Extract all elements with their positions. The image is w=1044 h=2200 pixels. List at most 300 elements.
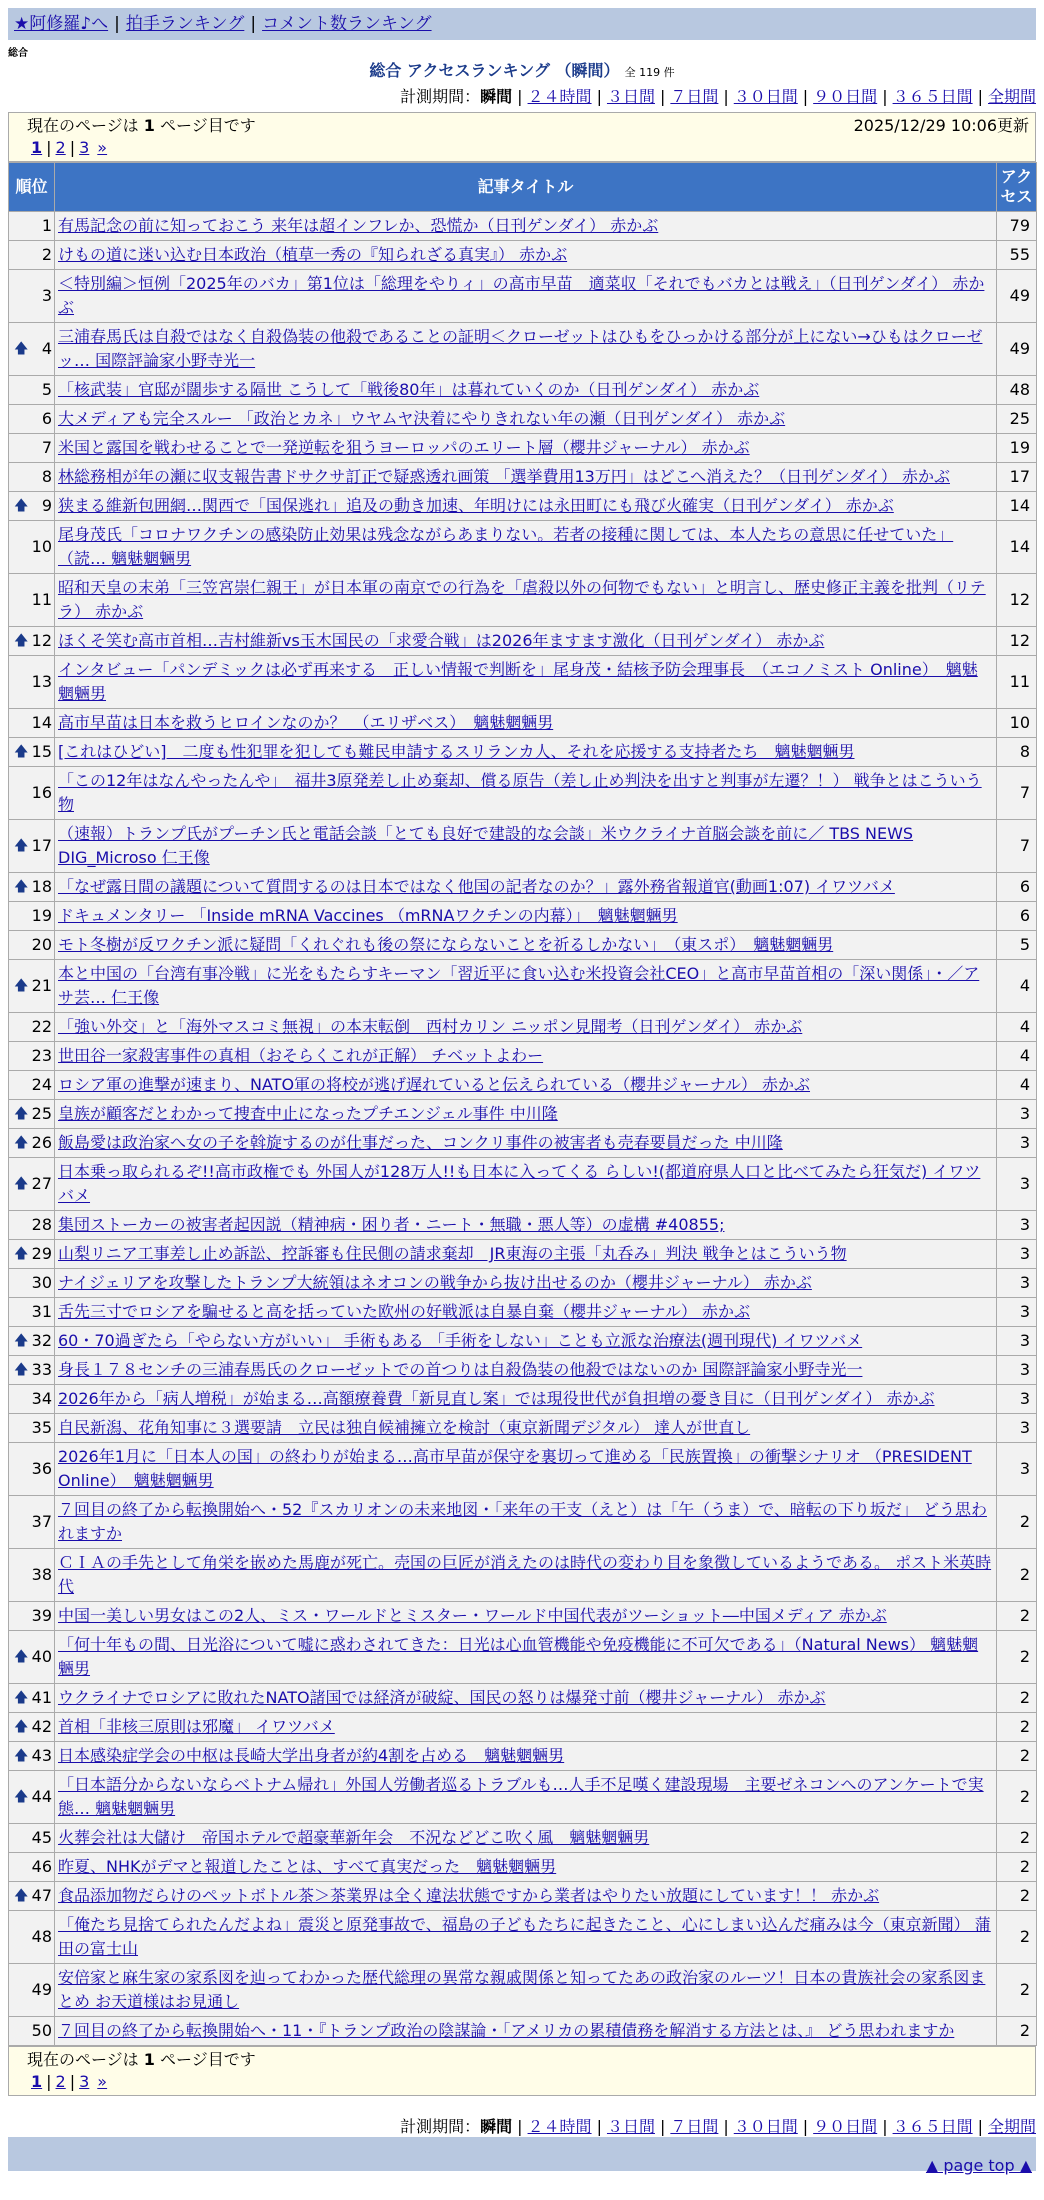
title-cell (55, 270, 997, 323)
article-link[interactable]: ドキュメンタリー 「Inside mRNA Vaccines （mRNAワクチンの内幕）」 魑魅魍魎男 (58, 906, 678, 925)
article-link[interactable]: 世田谷一家殺害事件の真相（おそらくこれが正解） チベットよわー (58, 1046, 544, 1065)
table-row (9, 1240, 1037, 1269)
updated-time: 2025/12/29 10:06更新 (853, 116, 1029, 135)
rank-number: 22 (31, 1017, 52, 1036)
current-page-text: 現在のページは 1 ページ目です (27, 116, 256, 135)
title-cell (55, 1211, 997, 1240)
rank-cell (9, 767, 55, 820)
rank-number: 35 (31, 1418, 52, 1437)
article-link[interactable]: 狭まる維新包囲網…関西で「国保逃れ」追及の動き加速、年明けには永田町にも飛び火確実（日刊ゲンダイ） 赤かぶ (58, 496, 894, 515)
table-row (9, 1356, 1037, 1385)
access-count: 25 (997, 405, 1037, 434)
page-1-link[interactable]: 1 (31, 138, 43, 157)
rank-number: 45 (31, 1828, 52, 1847)
title-cell (55, 323, 997, 376)
rank-number: 15 (31, 742, 52, 761)
table-header-row (9, 163, 1037, 212)
page-top-link-wrap (926, 2155, 1032, 2177)
top-nav-bar: ★阿修羅♪へ | 拍手ランキング | コメント数ランキング (8, 8, 1036, 40)
article-link[interactable]: 高市早苗は日本を救うヒロインなのか？ （エリザベス） 魑魅魍魎男 (58, 713, 554, 732)
table-row (9, 1496, 1037, 1549)
rank-number: 30 (31, 1273, 52, 1292)
rank-cell (9, 1771, 55, 1824)
article-link[interactable]: 林総務相が年の瀬に収支報告書ドサクサ訂正で疑惑透れ画策 「選挙費用13万円」はどこへ消えた？（日刊ゲンダイ） 赤かぶ (58, 467, 950, 486)
table-row (9, 1713, 1037, 1742)
access-count: 7 (997, 767, 1037, 820)
rank-number: 49 (31, 1980, 52, 1999)
article-link[interactable]: 自民新潟、花角知事に３選要請 立民は独自候補擁立を検討（東京新聞デジタル） 達人が世直し (58, 1418, 751, 1437)
title-cell (55, 241, 997, 270)
access-count: 19 (997, 434, 1037, 463)
article-link[interactable]: [これはひどい] 二度も性犯罪を犯しても難民申請するスリランカ人、それを応援する支持者たち 魑魅魍魎男 (58, 742, 855, 761)
article-link[interactable]: ＜特別編＞恒例「2025年のバカ」第1位は「総理をやりィ」の高市早苗 適菜収「それでもバカとは戦え」（日刊ゲンダイ） 赤かぶ (58, 274, 985, 317)
table-row (9, 1385, 1037, 1414)
access-count: 6 (997, 873, 1037, 902)
access-count: 2 (997, 1713, 1037, 1742)
rank-cell (9, 376, 55, 405)
page-1-link-bottom[interactable]: 1 (31, 2072, 43, 2091)
table-row (9, 1443, 1037, 1496)
access-count: 2 (997, 1911, 1037, 1964)
title-cell (55, 627, 997, 656)
title-cell (55, 738, 997, 767)
rank-number: 13 (31, 672, 52, 691)
title-cell (55, 1824, 997, 1853)
article-link[interactable]: 身長１７８センチの三浦春馬氏のクローゼットでの首つりは自殺偽装の他殺ではないのか 国際評論家小野寺光一 (58, 1360, 863, 1379)
table-row (9, 1549, 1037, 1602)
title-cell (55, 1100, 997, 1129)
rank-number: 36 (31, 1459, 52, 1478)
rank-number: 34 (31, 1389, 52, 1408)
up-arrow-icon: 🡅 (14, 1789, 29, 1805)
rank-number: 41 (31, 1688, 52, 1707)
title-cell (55, 1496, 997, 1549)
access-count: 6 (997, 902, 1037, 931)
title-cell (55, 1853, 997, 1882)
rank-number: 3 (41, 286, 52, 305)
table-row (9, 656, 1037, 709)
footer-bar (8, 2137, 1036, 2171)
period-90d-link-bottom[interactable]: ９０日間 (813, 2117, 878, 2136)
access-count: 3 (997, 1211, 1037, 1240)
access-count: 4 (997, 960, 1037, 1013)
rank-cell (9, 1443, 55, 1496)
title-cell (55, 1911, 997, 1964)
article-link[interactable]: 「核武装」官邸が闊歩する隔世 こうして「戦後80年」は暮れていくのか（日刊ゲンダイ） 赤かぶ (58, 380, 760, 399)
access-count: 4 (997, 1042, 1037, 1071)
access-count: 2 (997, 1631, 1037, 1684)
table-row (9, 873, 1037, 902)
period-3d-link-bottom[interactable]: ３日間 (606, 2117, 655, 2136)
article-link[interactable]: 「なぜ露日間の議題について質問するのは日本ではなく他国の記者なのか？」露外務省報道官(動画1:07) イワツバメ (58, 877, 895, 896)
rank-cell (9, 1269, 55, 1298)
up-arrow-icon: 🡅 (14, 1176, 29, 1192)
title-cell (55, 1158, 997, 1211)
rank-number: 32 (31, 1331, 52, 1350)
access-count: 2 (997, 1771, 1037, 1824)
article-link[interactable]: 「何十年もの間、日光浴について嘘に惑わされてきた：日光は心血管機能や免疫機能に不可欠である」（Natural News） 魑魅魍魎男 (58, 1635, 979, 1678)
title-cell (55, 820, 997, 873)
article-link[interactable]: ほくそ笑む高市首相…吉村維新vs玉木国民の「求愛合戦」は2026年ますます激化（日刊ゲンダイ） 赤かぶ (58, 631, 825, 650)
article-link[interactable]: 「この12年はなんやったんや」 福井3原発差し止め棄却、償る原告（差し止め判決を出すと判事が左遷？！） 戦争とはこういう物 (58, 771, 982, 814)
rank-cell (9, 2017, 55, 2046)
rank-cell (9, 1964, 55, 2017)
table-row (9, 1824, 1037, 1853)
rank-number: 24 (31, 1075, 52, 1094)
rank-cell (9, 1602, 55, 1631)
article-link[interactable]: 日本感染症学会の中枢は長崎大学出身者が約4割を占める 魑魅魍魎男 (58, 1746, 565, 1765)
article-link[interactable]: 「俺たち見捨てられたんだよね」震災と原発事故で、福島の子どもたちに起きたこと、心にしまい込んだ痛みは今（東京新聞） 蒲田の富士山 (58, 1915, 991, 1958)
rank-cell (9, 1713, 55, 1742)
table-row (9, 574, 1037, 627)
table-row (9, 1631, 1037, 1684)
rank-number: 38 (31, 1565, 52, 1584)
article-link[interactable]: モト冬樹が反ワクチン派に疑問「くれぐれも後の祭にならないことを祈るしかない」 （東スポ） 魑魅魍魎男 (58, 935, 834, 954)
next-page-link-bottom[interactable]: » (97, 2072, 108, 2091)
period-7d-link-bottom[interactable]: ７日間 (670, 2117, 719, 2136)
page-3-link-bottom[interactable]: 3 (79, 2072, 90, 2091)
rank-cell (9, 1211, 55, 1240)
rank-cell (9, 1385, 55, 1414)
rank-number: 12 (31, 631, 52, 650)
up-arrow-icon: 🡅 (14, 1649, 29, 1665)
access-count: 2 (997, 1742, 1037, 1771)
page-3-link[interactable]: 3 (79, 138, 90, 157)
article-link[interactable]: 昨夏、NHKがデマと報道したことは、すべて真実だった 魑魅魍魎男 (58, 1857, 557, 1876)
article-link[interactable]: 舌先三寸でロシアを騙せると高を括っていた欧州の好戦派は自暴自棄（櫻井ジャーナル） 赤かぶ (58, 1302, 750, 1321)
title-cell (55, 1240, 997, 1269)
rank-number: 6 (41, 409, 52, 428)
table-row (9, 1211, 1037, 1240)
title-cell (55, 1771, 997, 1824)
rank-number: 20 (31, 935, 52, 954)
rank-number: 39 (31, 1606, 52, 1625)
page-2-link-bottom[interactable]: 2 (55, 2072, 66, 2091)
article-link[interactable]: 有馬記念の前に知っておこう 来年は超インフレか、恐慌か（日刊ゲンダイ） 赤かぶ (58, 216, 659, 235)
table-row (9, 1158, 1037, 1211)
rank-number: 2 (41, 245, 52, 264)
up-arrow-icon: 🡅 (14, 1333, 29, 1349)
table-row (9, 1129, 1037, 1158)
article-link[interactable]: 2026年1月に「日本人の国」の終わりが始まる…高市早苗が保守を裏切って進める「民族置換」の衝撃シナリオ （PRESIDENT Online） 魑魅魍魎男 (58, 1447, 972, 1490)
article-link[interactable]: 山梨リニア工事差し止め訴訟、控訴審も住民側の請求棄却 JR東海の主張「丸呑み」判決 戦争とはこういう物 (58, 1244, 847, 1263)
up-arrow-icon: 🡅 (14, 1888, 29, 1904)
page-2-link[interactable]: 2 (55, 138, 66, 157)
rank-cell (9, 1042, 55, 1071)
rank-cell (9, 270, 55, 323)
rank-cell (9, 738, 55, 767)
period-365d-link-bottom[interactable]: ３６５日間 (892, 2117, 973, 2136)
rank-number: 10 (31, 537, 52, 556)
article-link[interactable]: 大メディアも完全スルー 「政治とカネ」ウヤムヤ決着にやりきれない年の瀬（日刊ゲンダイ） 赤かぶ (58, 409, 786, 428)
table-row (9, 1298, 1037, 1327)
rank-cell (9, 1356, 55, 1385)
rank-cell (9, 902, 55, 931)
page-title (0, 60, 1044, 84)
article-link[interactable]: 昭和天皇の末弟「三笠宮崇仁親王」が日本軍の南京での行為を「虐殺以外の何物でもない」と明言し、歴史修正主義を批判（リテラ） 赤かぶ (58, 578, 986, 621)
rank-cell (9, 1071, 55, 1100)
rank-number: 29 (31, 1244, 52, 1263)
up-arrow-icon: 🡅 (14, 633, 29, 649)
table-row (9, 960, 1037, 1013)
access-count: 3 (997, 1269, 1037, 1298)
title-cell (55, 1042, 997, 1071)
rank-number: 28 (31, 1215, 52, 1234)
article-link[interactable]: 安倍家と麻生家の家系図を辿ってわかった歴代総理の異常な親戚関係と知ってたあの政治家のルーツ！日本の貴族社会の家系図まとめ お天道様はお見通し (58, 1968, 986, 2011)
table-row (9, 212, 1037, 241)
current-page-text-bottom: 現在のページは 1 ページ目です (27, 2050, 256, 2069)
access-count: 2 (997, 1549, 1037, 1602)
rank-number: 11 (31, 590, 52, 609)
article-link[interactable]: 皇族が顧客だとわかって捜査中止になったプチエンジェル事件 中川隆 (58, 1104, 558, 1123)
article-link[interactable]: ７回目の終了から転換開始へ・52『スカリオンの未来地図・「来年の干支（えと）は「午（うま）で、暗転の下り坂だ」 どう思われますか (58, 1500, 987, 1543)
access-count: 7 (997, 820, 1037, 873)
rank-cell (9, 1240, 55, 1269)
access-count: 5 (997, 931, 1037, 960)
table-row (9, 2017, 1037, 2046)
rank-cell (9, 1631, 55, 1684)
up-arrow-icon: 🡅 (14, 498, 29, 514)
rank-header: 順位 (9, 163, 55, 212)
rank-cell (9, 1549, 55, 1602)
up-arrow-icon: 🡅 (14, 1690, 29, 1706)
table-row (9, 1771, 1037, 1824)
category-label: 総合 (8, 48, 28, 59)
article-link[interactable]: 2026年から「病人増税」が始まる…高額療養費「新見直し案」では現役世代が負担増の憂き目に（日刊ゲンダイ） 赤かぶ (58, 1389, 935, 1408)
period-selector-top: 計測期間：瞬間 | ２４時間 | ３日間 | ７日間 | ３０日間 | ９０日間 | ３６５日間 | 全期間 (400, 87, 1036, 106)
access-count: 10 (997, 709, 1037, 738)
access-count: 2 (997, 1964, 1037, 2017)
rank-cell (9, 463, 55, 492)
table-row (9, 405, 1037, 434)
article-link[interactable]: 三浦春馬氏は自殺ではなく自殺偽装の他殺であることの証明＜クローゼットはひもをひっかける部分が上にない→ひもはクローゼッ… 国際評論家小野寺光一 (58, 327, 983, 370)
period-24h-link[interactable]: ２４時間 (527, 87, 592, 106)
rank-cell (9, 1414, 55, 1443)
article-link[interactable]: ロシア軍の進撃が速まり、NATO軍の将校が逃げ遅れていると伝えられている（櫻井ジャーナル） 赤かぶ (58, 1075, 811, 1094)
rank-cell (9, 1882, 55, 1911)
table-row (9, 1853, 1037, 1882)
rank-cell (9, 1013, 55, 1042)
rank-number: 4 (41, 339, 52, 358)
rank-number: 8 (41, 467, 52, 486)
home-link[interactable]: ★阿修羅♪へ (14, 14, 109, 34)
period-3d-link[interactable]: ３日間 (606, 87, 655, 106)
period-current: 瞬間 (480, 87, 513, 106)
article-link[interactable]: 尾身茂氏「コロナワクチンの感染防止効果は残念ながらあまりない。若者の接種に関しては、本人たちの意思に任せていた」（読… 魑魅魍魎男 (58, 525, 954, 568)
rank-number: 5 (41, 380, 52, 399)
access-count: 2 (997, 2017, 1037, 2046)
table-row (9, 1071, 1037, 1100)
page-top-link[interactable]: ▲ page top ▲ (925, 2156, 1032, 2175)
access-count: 12 (997, 574, 1037, 627)
access-count: 4 (997, 1013, 1037, 1042)
rank-number: 25 (31, 1104, 52, 1123)
article-link[interactable]: 米国と露国を戦わせることで一発逆転を狙うヨーロッパのエリート層（櫻井ジャーナル） 赤かぶ (58, 438, 750, 457)
title-cell (55, 434, 997, 463)
rank-cell (9, 960, 55, 1013)
table-row (9, 902, 1037, 931)
title-cell (55, 1713, 997, 1742)
title-cell (55, 1443, 997, 1496)
article-link[interactable]: 日本乗っ取られるぞ!!高市政権でも 外国人が128万人!!も日本に入ってくる らしい!(都道府県人口と比べてみたら狂気だ) イワツバメ (58, 1162, 981, 1205)
period-30d-link-bottom[interactable]: ３０日間 (733, 2117, 798, 2136)
article-link[interactable]: けもの道に迷い込む日本政治（植草一秀の『知られざる真実』） 赤かぶ (58, 245, 568, 264)
rank-number: 1 (41, 216, 52, 235)
up-arrow-icon: 🡅 (14, 838, 29, 854)
up-arrow-icon: 🡅 (14, 341, 29, 357)
period-7d-link[interactable]: ７日間 (670, 87, 719, 106)
access-count: 3 (997, 1129, 1037, 1158)
rank-number: 43 (31, 1746, 52, 1765)
article-link[interactable]: 「強い外交」と「海外マスコミ無視」の本末転倒 西村カリン ニッポン見聞考（日刊ゲンダイ） 赤かぶ (58, 1017, 803, 1036)
rank-cell (9, 521, 55, 574)
period-24h-link-bottom[interactable]: ２４時間 (527, 2117, 592, 2136)
title-cell (55, 376, 997, 405)
article-link[interactable]: 飯島愛は政治家へ女の子を斡旋するのが仕事だった、コンクリ事件の被害者も売春要員だった 中川隆 (58, 1133, 783, 1152)
article-link[interactable]: 集団ストーカーの被害者起因説（精神病・困り者・ニート・無職・悪人等）の虚構 #40855; (58, 1215, 725, 1234)
rank-number: 37 (31, 1512, 52, 1531)
period-90d-link[interactable]: ９０日間 (813, 87, 878, 106)
access-count: 3 (997, 1414, 1037, 1443)
table-row (9, 1327, 1037, 1356)
article-link[interactable]: ＣＩＡの手先として角栄を嵌めた馬鹿が死亡。売国の巨匠が消えたのは時代の変わり目を象徴しているようである。 ポスト米英時代 (58, 1553, 992, 1596)
access-count: 2 (997, 1602, 1037, 1631)
access-count: 12 (997, 627, 1037, 656)
title-cell (55, 902, 997, 931)
rank-number: 21 (31, 976, 52, 995)
table-row (9, 434, 1037, 463)
comment-ranking-link[interactable]: コメント数ランキング (262, 14, 432, 34)
rank-cell (9, 1496, 55, 1549)
rank-cell (9, 1824, 55, 1853)
access-count: 3 (997, 1240, 1037, 1269)
rank-cell (9, 212, 55, 241)
access-count: 3 (997, 1356, 1037, 1385)
rank-cell (9, 492, 55, 521)
access-count: 3 (997, 1443, 1037, 1496)
rank-cell (9, 405, 55, 434)
table-row (9, 323, 1037, 376)
rank-cell (9, 1327, 55, 1356)
table-row (9, 931, 1037, 960)
access-count: 8 (997, 738, 1037, 767)
table-row (9, 1042, 1037, 1071)
article-link[interactable]: （速報）トランプ氏がプーチン氏と電話会談「とても良好で建設的な会談」米ウクライナ首脳会談を前に／ TBS NEWS DIG_Microso 仁王像 (58, 824, 914, 867)
rank-cell (9, 1158, 55, 1211)
access-count: 4 (997, 1071, 1037, 1100)
title-cell (55, 2017, 997, 2046)
period-all-link-bottom[interactable]: 全期間 (987, 2117, 1036, 2136)
article-link[interactable]: インタビュー「パンデミックは必ず再来する 正しい情報で判断を」尾身茂・結核予防会理事長 （エコノミスト Online） 魑魅魍魎男 (58, 660, 978, 703)
title-header: 記事タイトル (55, 163, 997, 212)
table-row (9, 492, 1037, 521)
up-arrow-icon: 🡅 (14, 1106, 29, 1122)
up-arrow-icon: 🡅 (14, 744, 29, 760)
title-cell (55, 1684, 997, 1713)
access-count: 3 (997, 1327, 1037, 1356)
article-link[interactable]: ウクライナでロシアに敗れたNATO諸国では経済が破綻、国民の怒りは爆発寸前（櫻井ジャーナル） 赤かぶ (58, 1688, 826, 1707)
rank-number: 17 (31, 836, 52, 855)
period-30d-link[interactable]: ３０日間 (733, 87, 798, 106)
access-count: 3 (997, 1298, 1037, 1327)
table-row (9, 1414, 1037, 1443)
table-row (9, 521, 1037, 574)
access-count: 2 (997, 1824, 1037, 1853)
title-cell (55, 1298, 997, 1327)
article-link[interactable]: 食品添加物だらけのペットボトル茶＞茶業界は全く違法状態ですから業者はやりたい放題にしています！！ 赤かぶ (58, 1886, 880, 1905)
rank-number: 27 (31, 1174, 52, 1193)
title-cell (55, 656, 997, 709)
article-link[interactable]: ナイジェリアを攻撃したトランプ大統領はネオコンの戦争から抜け出せるのか（櫻井ジャーナル） 赤かぶ (58, 1273, 812, 1292)
title-cell (55, 931, 997, 960)
table-row (9, 1911, 1037, 1964)
title-cell (55, 463, 997, 492)
table-row (9, 463, 1037, 492)
access-count: 3 (997, 1100, 1037, 1129)
rank-number: 46 (31, 1857, 52, 1876)
next-page-link[interactable]: » (97, 138, 108, 157)
rank-number: 42 (31, 1717, 52, 1736)
rank-cell (9, 931, 55, 960)
rank-cell (9, 1911, 55, 1964)
title-cell (55, 960, 997, 1013)
rank-number: 23 (31, 1046, 52, 1065)
table-row (9, 1013, 1037, 1042)
article-link[interactable]: 中国一美しい男女はこの2人、ミス・ワールドとミスター・ワールド中国代表がツーショット―中国メディア 赤かぶ (58, 1606, 887, 1625)
rank-cell (9, 627, 55, 656)
access-count: 55 (997, 241, 1037, 270)
table-row (9, 1964, 1037, 2017)
up-arrow-icon: 🡅 (14, 1135, 29, 1151)
period-all-link[interactable]: 全期間 (987, 87, 1036, 106)
access-count: 2 (997, 1684, 1037, 1713)
table-row (9, 1684, 1037, 1713)
rank-number: 33 (31, 1360, 52, 1379)
rank-cell (9, 434, 55, 463)
rank-number: 16 (31, 783, 52, 802)
rank-number: 14 (31, 713, 52, 732)
rank-cell (9, 1853, 55, 1882)
rank-cell (9, 820, 55, 873)
title-cell (55, 1385, 997, 1414)
rank-cell (9, 656, 55, 709)
article-link[interactable]: ７回目の終了から転換開始へ・11・『トランプ政治の陰謀論・「アメリカの累積債務を解消する方法とは、』 どう思われますか (58, 2021, 955, 2040)
rank-cell (9, 709, 55, 738)
pager-bottom: 1 | 2 | 3 » (31, 2072, 108, 2091)
table-row (9, 1742, 1037, 1771)
period-365d-link[interactable]: ３６５日間 (892, 87, 973, 106)
title-cell (55, 1742, 997, 1771)
title-cell (55, 1549, 997, 1602)
table-row (9, 627, 1037, 656)
rank-number: 26 (31, 1133, 52, 1152)
rank-number: 47 (31, 1886, 52, 1905)
up-arrow-icon: 🡅 (14, 1246, 29, 1262)
rank-cell (9, 574, 55, 627)
article-link[interactable]: 本と中国の「台湾有事冷戦」に光をもたらすキーマン「習近平に食い込む米投資会社CEO」と高市早苗首相の「深い関係」・／アサ芸… 仁王像 (58, 964, 980, 1007)
clap-ranking-link[interactable]: 拍手ランキング (125, 14, 245, 34)
rank-cell (9, 1100, 55, 1129)
article-link[interactable]: 火葬会社は大儲け 帝国ホテルで超豪華新年会 不況などどこ吹く風 魑魅魍魎男 (58, 1828, 650, 1847)
article-link[interactable]: 60・70過ぎたら「やらない方がいい」 手術もある 「手術をしない」ことも立派な治療法(週刊現代) イワツバメ (58, 1331, 863, 1350)
article-link[interactable]: 首相「非核三原則は邪魔」 イワツバメ (58, 1717, 335, 1736)
article-link[interactable]: 「日本語分からないならベトナム帰れ」外国人労働者巡るトラブルも…人手不足嘆く建設現場 主要ゼネコンへのアンケートで実態… 魑魅魍魎男 (58, 1775, 984, 1818)
rank-number: 18 (31, 877, 52, 896)
title-cell (55, 405, 997, 434)
access-count: 3 (997, 1385, 1037, 1414)
table-row (9, 1602, 1037, 1631)
table-row (9, 1269, 1037, 1298)
